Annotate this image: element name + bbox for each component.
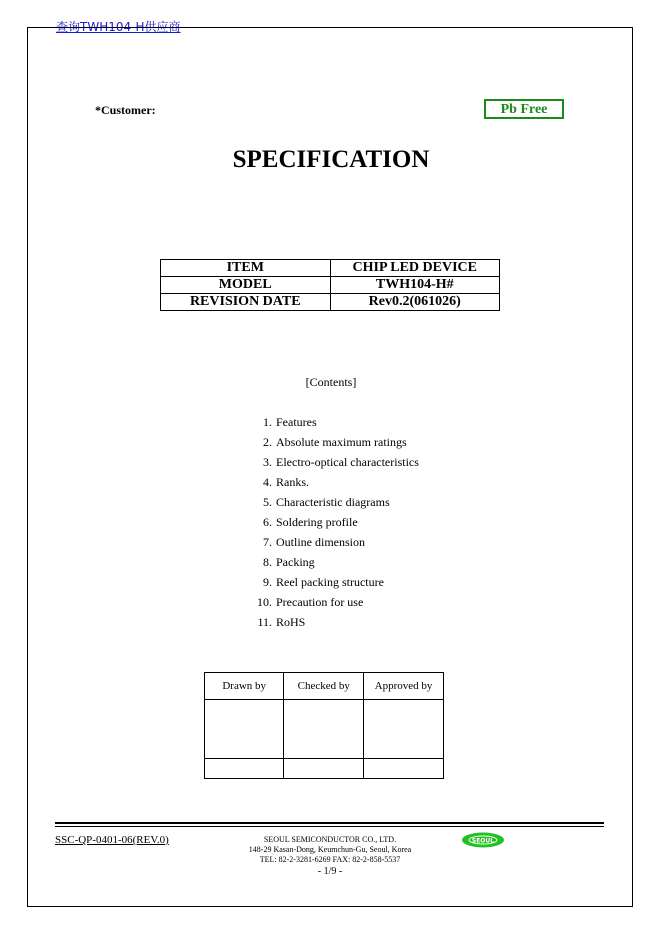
spec-label: MODEL xyxy=(161,277,331,294)
list-item xyxy=(255,594,419,614)
list-item xyxy=(255,514,419,534)
approved-by-date xyxy=(364,759,444,779)
item-number: 4. xyxy=(263,475,272,489)
table-row xyxy=(205,700,444,759)
approved-by-header: Approved by xyxy=(364,673,444,700)
item-text: Characteristic diagrams xyxy=(276,495,390,509)
spec-value: CHIP LED DEVICE xyxy=(330,260,500,277)
item-number: 10. xyxy=(257,595,272,609)
item-text: RoHS xyxy=(276,615,306,629)
item-text: Outline dimension xyxy=(276,535,365,549)
document-code: SSC-QP-0401-06(REV.0) xyxy=(55,834,169,846)
item-number: 8. xyxy=(263,555,272,569)
checked-by-signature xyxy=(284,700,364,759)
approved-by-signature xyxy=(364,700,444,759)
company-address: 148-29 Kasan-Dong, Keumchun-Gu, Seoul, Korea xyxy=(248,845,412,854)
list-item xyxy=(255,434,419,454)
signoff-table xyxy=(204,672,444,779)
item-text: Absolute maximum ratings xyxy=(276,435,407,449)
item-text: Features xyxy=(276,415,317,429)
list-item xyxy=(255,474,419,494)
table-row xyxy=(161,294,500,311)
seoul-logo-icon xyxy=(461,832,505,848)
contents-heading: [Contents] xyxy=(305,375,357,389)
table-row xyxy=(161,277,500,294)
list-item xyxy=(255,574,419,594)
spec-label: REVISION DATE xyxy=(161,294,331,311)
item-text: Electro-optical characteristics xyxy=(276,455,419,469)
spec-label: ITEM xyxy=(161,260,331,277)
item-number: 6. xyxy=(263,515,272,529)
item-number: 11. xyxy=(257,615,272,629)
list-item xyxy=(255,454,419,474)
drawn-by-signature xyxy=(205,700,284,759)
item-number: 2. xyxy=(263,435,272,449)
customer-label: *Customer: xyxy=(95,103,156,117)
item-number: 1. xyxy=(263,415,272,429)
supplier-link[interactable]: 查询TWH104-H供应商 xyxy=(56,20,181,34)
item-text: Precaution for use xyxy=(276,595,364,609)
table-row xyxy=(205,673,444,700)
item-number: 7. xyxy=(263,535,272,549)
checked-by-header: Checked by xyxy=(284,673,364,700)
list-item xyxy=(255,554,419,574)
item-text: Soldering profile xyxy=(276,515,358,529)
list-item xyxy=(255,614,419,634)
spec-value: TWH104-H# xyxy=(330,277,500,294)
page-title: SPECIFICATION xyxy=(232,146,430,173)
pb-free-badge: Pb Free xyxy=(484,99,564,119)
footer-divider xyxy=(55,822,604,824)
list-item xyxy=(255,494,419,514)
checked-by-date xyxy=(284,759,364,779)
list-item xyxy=(255,414,419,434)
item-number: 9. xyxy=(263,575,272,589)
drawn-by-header: Drawn by xyxy=(205,673,284,700)
item-text: Ranks. xyxy=(276,475,309,489)
company-contact: TEL: 82-2-3281-6269 FAX: 82-2-858-5537 xyxy=(259,855,401,864)
company-name: SEOUL SEMICONDUCTOR CO., LTD. xyxy=(263,835,397,844)
table-row xyxy=(205,759,444,779)
spec-value: Rev0.2(061026) xyxy=(330,294,500,311)
item-number: 3. xyxy=(263,455,272,469)
company-info xyxy=(180,835,480,879)
footer-divider xyxy=(55,826,604,827)
item-number: 5. xyxy=(263,495,272,509)
table-row xyxy=(161,260,500,277)
spec-table xyxy=(160,259,500,311)
item-text: Packing xyxy=(276,555,315,569)
page-number: - 1/9 - xyxy=(317,866,343,877)
logo-text: SEOUL xyxy=(471,837,495,845)
drawn-by-date xyxy=(205,759,284,779)
list-item xyxy=(255,534,419,554)
contents-list xyxy=(255,414,419,634)
item-text: Reel packing structure xyxy=(276,575,384,589)
